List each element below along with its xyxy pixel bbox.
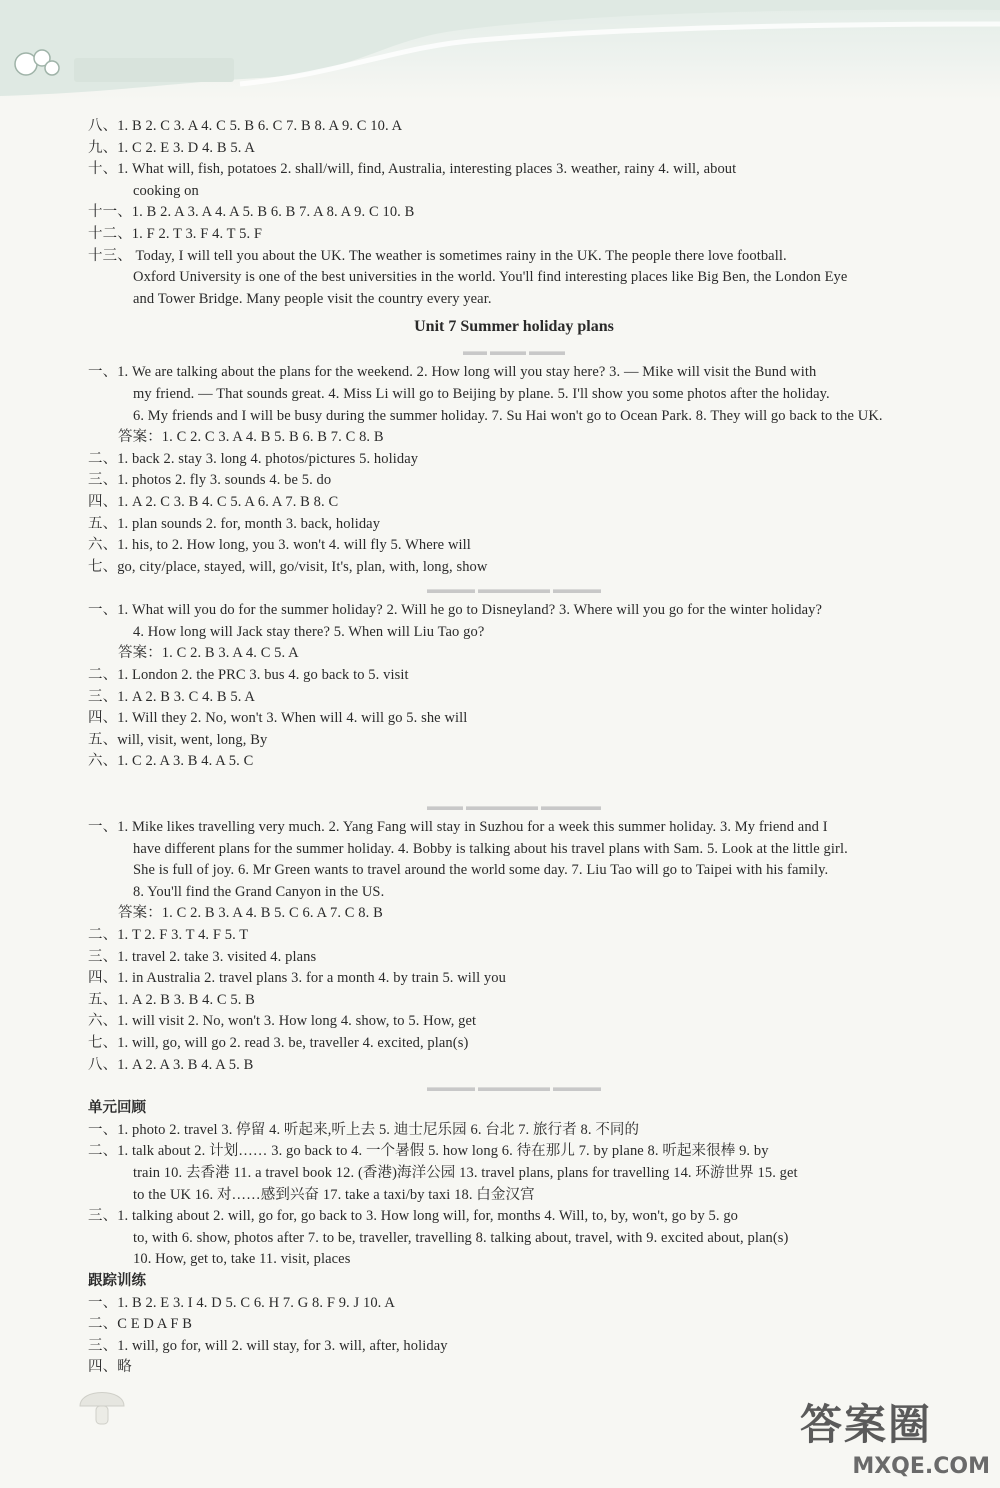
answer-line: 六、1. will visit 2. No, won't 3. How long 4. show, to 5. How, get: [88, 1013, 477, 1030]
answer-line: 五、1. plan sounds 2. for, month 3. back, holiday: [88, 515, 381, 532]
answer-line: 8. You'll find the Grand Canyon in the US.: [133, 883, 385, 900]
lesson-heading-2: ▬▬▬▬ ▬▬▬▬▬▬ ▬▬▬▬: [427, 582, 601, 597]
lesson-heading-4: ▬▬▬▬ ▬▬▬▬▬▬ ▬▬▬▬: [427, 1080, 601, 1095]
answer-line: 三、1. A 2. B 3. C 4. B 5. A: [88, 688, 255, 705]
answer-line: cooking on: [133, 182, 199, 199]
answer-line: 二、1. back 2. stay 3. long 4. photos/pictures 5. holiday: [88, 450, 419, 467]
answer-line: 10. How, get to, take 11. visit, places: [133, 1251, 351, 1268]
watermark-logo: 答案圈: [800, 1400, 933, 1449]
answer-line: 五、will, visit, went, long, By: [88, 731, 268, 748]
answer-line: 十一、1. B 2. A 3. A 4. A 5. B 6. B 7. A 8. A 9. C 10. B: [88, 204, 415, 221]
answer-line: train 10. 去香港 11. a travel book 12. (香港)海洋公园 13. travel plans, plans for travelling 14. 环游世界 15. get: [133, 1164, 798, 1181]
lesson-heading-3: ▬▬▬ ▬▬▬▬▬▬ ▬▬▬▬▬: [427, 799, 601, 814]
header-title-box: [74, 58, 234, 82]
answer-line: 二、1. London 2. the PRC 3. bus 4. go back to 5. visit: [88, 667, 409, 684]
answer-line: to the UK 16. 对……感到兴奋 17. take a taxi/by taxi 18. 白金汉宫: [133, 1186, 535, 1203]
answer-line: 一、1. We are talking about the plans for the weekend. 2. How long will you stay here? 3. — Mike will visit the Bund with: [88, 364, 817, 381]
answer-line: 七、go, city/place, stayed, will, go/visit, It's, plan, with, long, show: [88, 558, 488, 575]
answer-line: 八、1. A 2. A 3. B 4. A 5. B: [88, 1056, 254, 1073]
mushroom-decoration-icon: [72, 1376, 132, 1436]
answer-line: 五、1. A 2. B 3. B 4. C 5. B: [88, 991, 255, 1008]
answer-line: 七、1. will, go, will go 2. read 3. be, traveller 4. excited, plan(s): [88, 1034, 469, 1051]
answer-line: 三、1. will, go for, will 2. will stay, for 3. will, after, holiday: [88, 1337, 448, 1354]
practice-answers: [88, 1293, 940, 1379]
review-heading: 单元回顾: [88, 1100, 146, 1117]
answer-line: 九、1. C 2. E 3. D 4. B 5. A: [88, 139, 255, 156]
answer-content: [88, 116, 940, 1379]
watermark: [800, 1392, 990, 1482]
answer-line: 一、1. photo 2. travel 3. 停留 4. 听起来,听上去 5. 迪士尼乐园 6. 台北 7. 旅行者 8. 不同的: [88, 1121, 640, 1138]
answer-line: 二、1. T 2. F 3. T 4. F 5. T: [88, 927, 249, 943]
unit-title: Unit 7 Summer holiday plans: [414, 318, 614, 336]
answer-line: 十、1. What will, fish, potatoes 2. shall/will, find, Australia, interesting places 3. weather, rainy 4. will, about: [88, 161, 737, 178]
answer-line: 三、1. travel 2. take 3. visited 4. plans: [88, 948, 317, 965]
practice-heading: 跟踪训练: [88, 1272, 146, 1289]
lesson-2-answers: [88, 600, 940, 773]
review-answers: [88, 1120, 940, 1271]
answer-line: have different plans for the summer holiday. 4. Bobby is talking about his travel plans with Sam. 5. Look at the little girl.: [133, 840, 848, 857]
answer-line: 十三、 Today, I will tell you about the UK. The weather is sometimes rainy in the UK. The people there love football.: [88, 247, 787, 264]
answer-line: my friend. — That sounds great. 4. Miss Li will go to Beijing by plane. 5. I'll show you some photos after the holiday.: [133, 385, 830, 402]
answer-line: 六、1. C 2. A 3. B 4. A 5. C: [88, 753, 254, 770]
answer-line: 六、1. his, to 2. How long, you 3. won't 4. will fly 5. Where will: [88, 537, 471, 554]
header-wave-decoration: [0, 0, 1000, 110]
lesson-heading-1: ▬▬ ▬▬▬ ▬▬▬: [463, 344, 565, 359]
answer-line: 二、1. talk about 2. 计划…… 3. go back to 4. 一个暑假 5. how long 6. 待在那儿 7. by plane 8. 听起来很棒 9. by: [88, 1143, 769, 1160]
answer-line: 四、略: [88, 1359, 132, 1376]
answer-line: 一、1. B 2. E 3. I 4. D 5. C 6. H 7. G 8. F 9. J 10. A: [88, 1294, 395, 1311]
watermark-url: MXQE.COM: [852, 1454, 990, 1479]
answer-line: 6. My friends and I will be busy during the summer holiday. 7. Su Hai won't go to Ocean Park. 8. They will go back to the UK.: [133, 407, 883, 424]
answer-line: 一、1. What will you do for the summer holiday? 2. Will he go to Disneyland? 3. Where will you go for the winter holiday?: [88, 602, 823, 619]
answer-line: 三、1. photos 2. fly 3. sounds 4. be 5. do: [88, 472, 332, 489]
answer-line: to, with 6. show, photos after 7. to be, traveller, travelling 8. talking about, travel, with 9. excited about, plan(s): [133, 1229, 789, 1246]
answer-line: 答案：1. C 2. C 3. A 4. B 5. B 6. B 7. C 8. B: [118, 429, 384, 446]
lesson-3-answers: [88, 817, 940, 1076]
cloud-logo-icon: [12, 42, 68, 82]
answer-line: She is full of joy. 6. Mr Green wants to travel around the world some day. 7. Liu Tao will go to Taipei with his family.: [133, 862, 829, 879]
answer-line: 十二、1. F 2. T 3. F 4. T 5. F: [88, 225, 263, 242]
answer-line: 答案：1. C 2. B 3. A 4. B 5. C 6. A 7. C 8. B: [118, 905, 383, 922]
answer-line: 二、C E D A F B: [88, 1316, 193, 1333]
answer-line: 四、1. Will they 2. No, won't 3. When will 4. will go 5. she will: [88, 710, 468, 727]
answer-line: 4. How long will Jack stay there? 5. When will Liu Tao go?: [133, 623, 485, 640]
answer-line: Oxford University is one of the best universities in the world. You'll find interesting places like Big Ben, the London Eye: [133, 269, 848, 286]
answer-line: 四、1. in Australia 2. travel plans 3. for a month 4. by train 5. will you: [88, 970, 506, 987]
answer-line: 一、1. Mike likes travelling very much. 2. Yang Fang will stay in Suzhou for a week this summer holiday. 3. My friend and I: [88, 819, 828, 836]
answer-line: 三、1. talking about 2. will, go for, go back to 3. How long will, for, months 4. Will, to, by, won't, go by 5. go: [88, 1208, 739, 1225]
unit6-answers-tail: [88, 116, 940, 310]
answer-line: and Tower Bridge. Many people visit the country every year.: [133, 290, 492, 307]
answer-line: 八、1. B 2. C 3. A 4. C 5. B 6. C 7. B 8. A 9. C 10. A: [88, 118, 403, 134]
lesson-1-answers: [88, 362, 940, 578]
answer-line: 四、1. A 2. C 3. B 4. C 5. A 6. A 7. B 8. C: [88, 493, 339, 510]
answer-line: 答案：1. C 2. B 3. A 4. C 5. A: [118, 645, 299, 662]
